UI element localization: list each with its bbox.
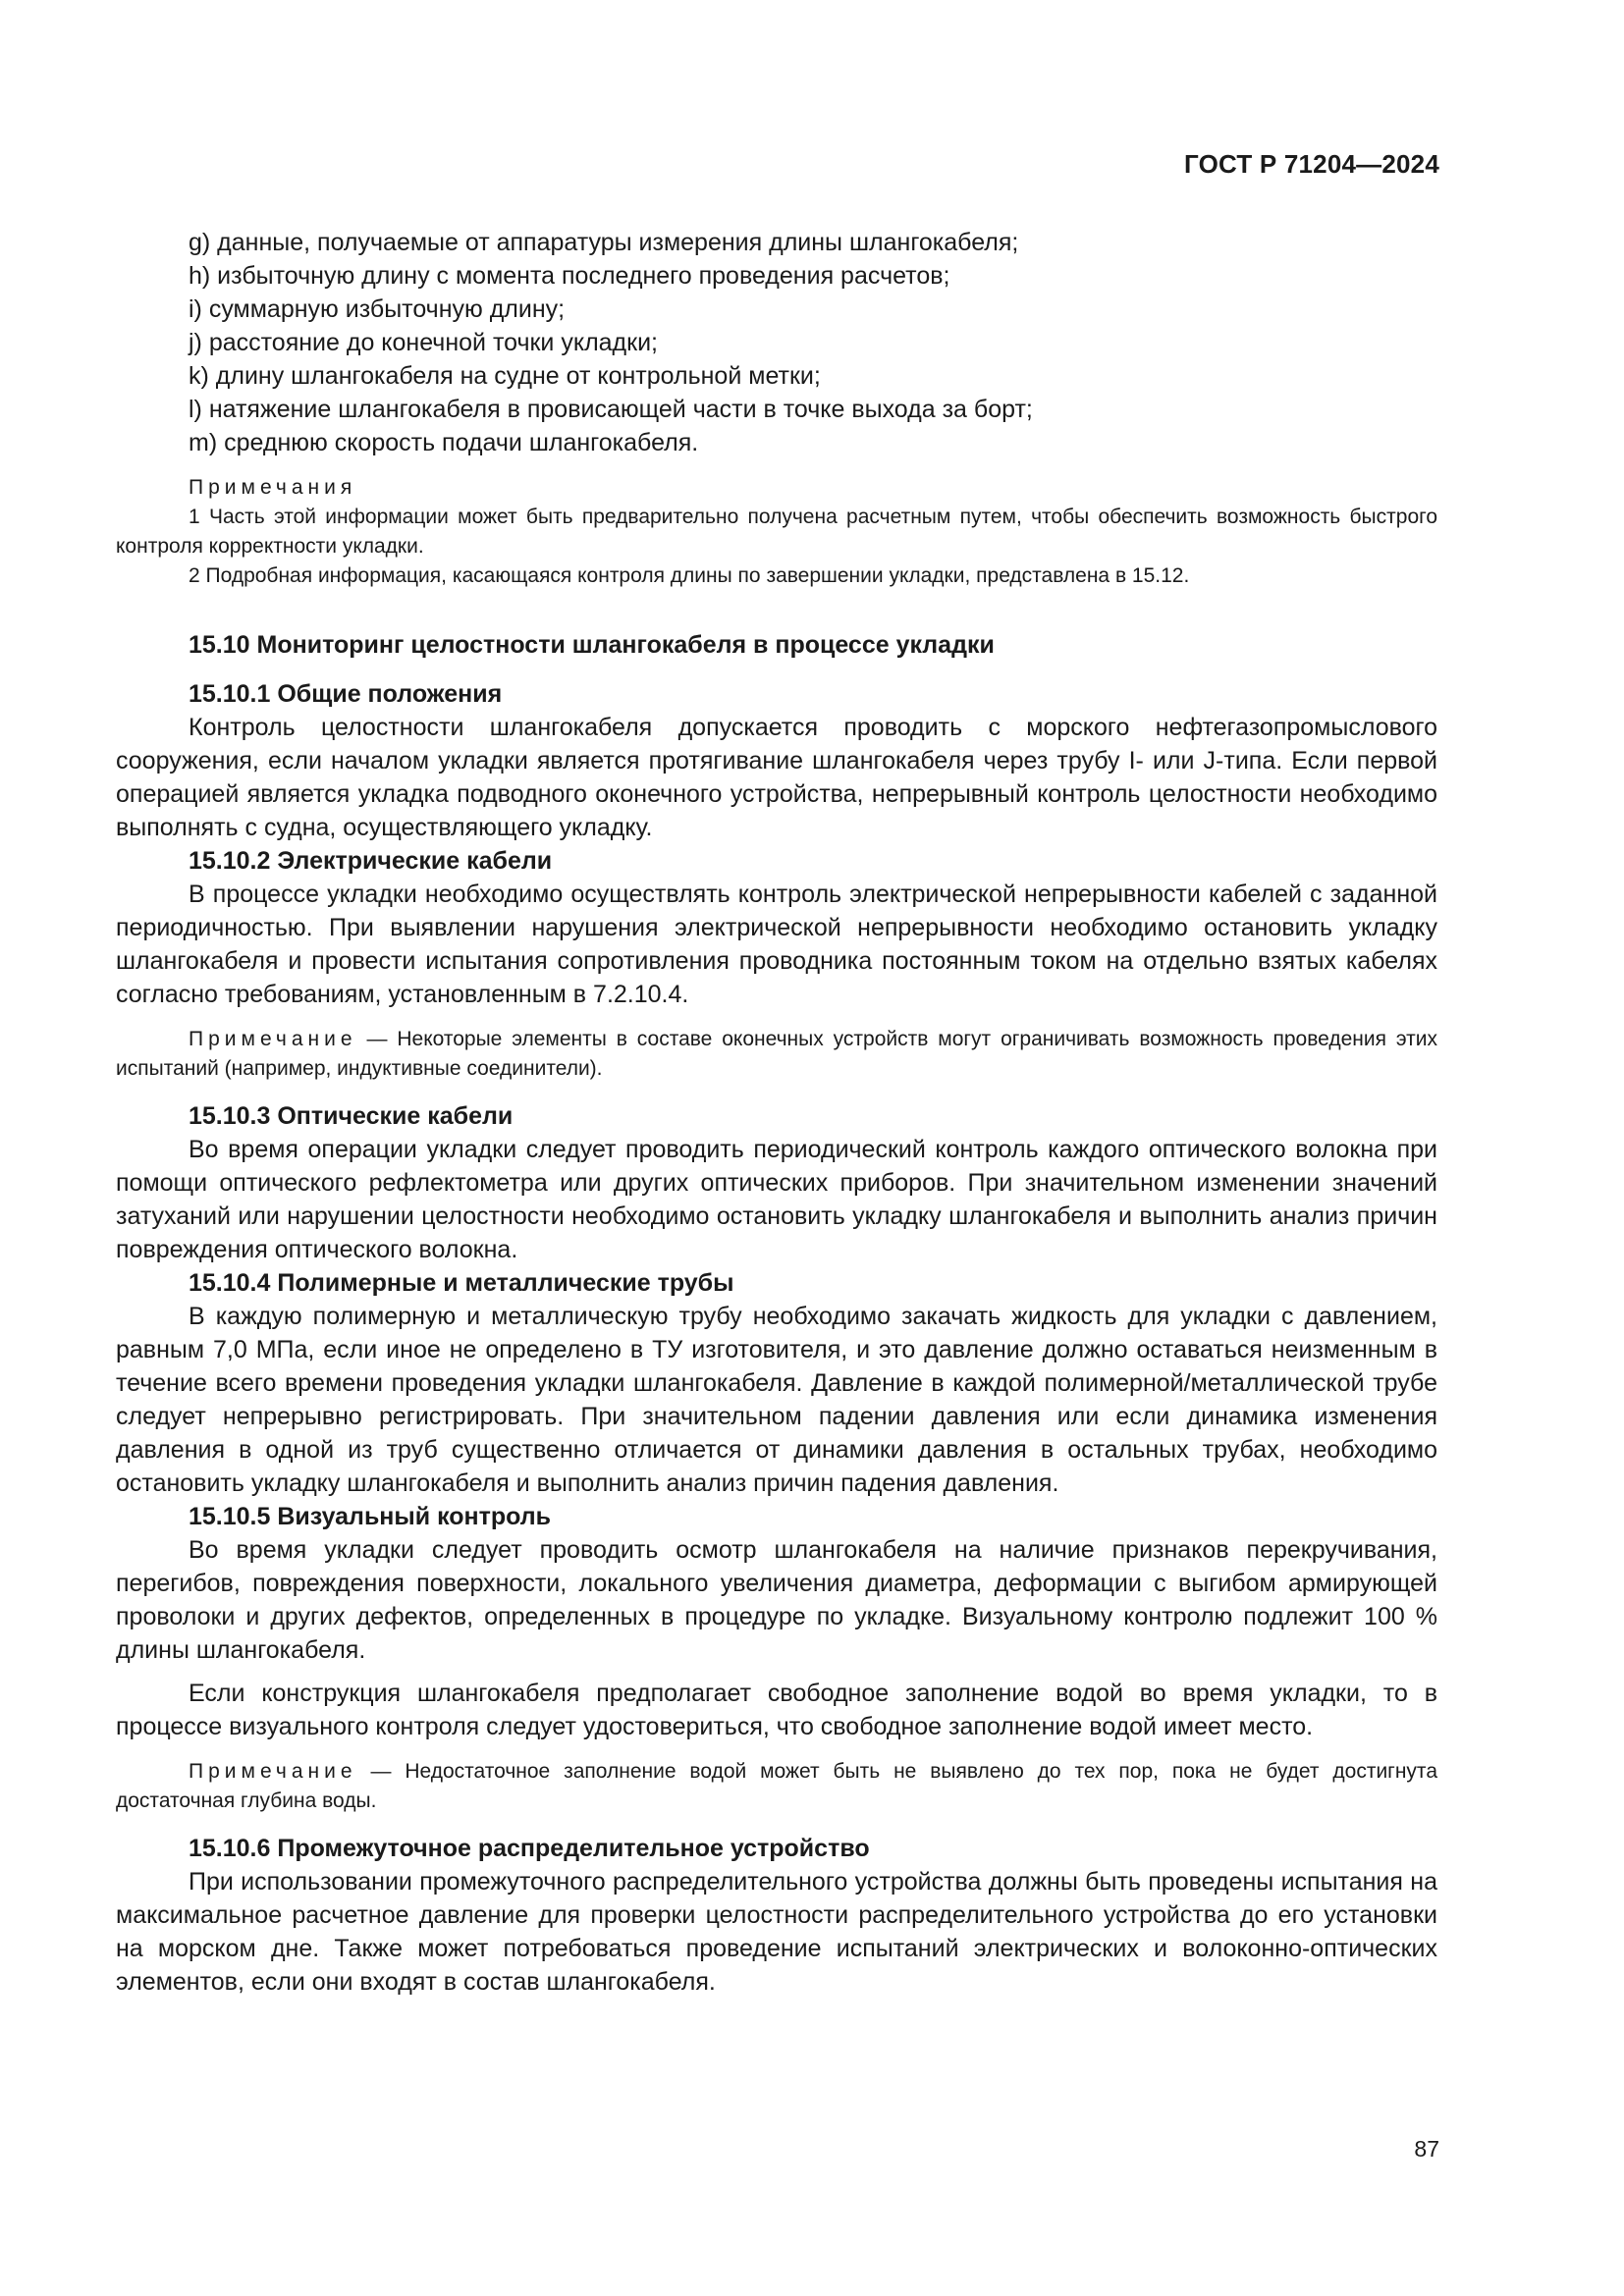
list-item: m) среднюю скорость подачи шлангокабеля.	[189, 429, 699, 456]
paragraph-optical: Во время операции укладки следует проводить периодический контроль каждого оптического волокна при помощи оптического рефлектометра или других оптических приборов. При значительном изменении значений затуханий или нарушении целостности необходимо остановить укладку шлангокабеля и выполнить анализ причин повреждения оптического волокна.	[116, 1136, 1437, 1263]
paragraph-visual-2: Если конструкция шлангокабеля предполагает свободное заполнение водой во время укладки, то в процессе визуального контроля следует удостовериться, что свободное заполнение водой имеет место.	[116, 1680, 1437, 1740]
note-1: 1 Часть этой информации может быть предварительно получена расчетным путем, чтобы обеспечить возможность быстрого контроля корректности укладки.	[116, 506, 1437, 558]
list-item: l) натяжение шлангокабеля в провисающей части в точке выхода за борт;	[189, 396, 1033, 423]
list-item: k) длину шлангокабеля на судне от контрольной метки;	[189, 362, 821, 390]
note-electric	[116, 1025, 1437, 1084]
subsection-title-visual: 15.10.5 Визуальный контроль	[189, 1503, 552, 1530]
paragraph-distribution: При использовании промежуточного распределительного устройства должны быть проведены испытания на максимальное расчетное давление для проверки целостности распределительного устройства до его установки на морском дне. Также может потребоваться проведение испытаний электрических и волоконно-оптических элементов, если они входят в состав шлангокабеля.	[116, 1868, 1437, 1996]
subsection-title-optical: 15.10.3 Оптические кабели	[189, 1102, 514, 1130]
list-item: h) избыточную длину с момента последнего проведения расчетов;	[189, 262, 950, 290]
document-body	[116, 226, 1437, 1999]
list	[116, 226, 1437, 459]
subsection-title-general: 15.10.1 Общие положения	[189, 680, 503, 708]
list-item: j) расстояние до конечной точки укладки;	[189, 329, 658, 356]
list-item: i) суммарную избыточную длину;	[189, 295, 566, 323]
list-item: g) данные, получаемые от аппаратуры измерения длины шлангокабеля;	[189, 229, 1019, 256]
note-label: Примечание	[189, 1028, 357, 1050]
page-number: 87	[1414, 2136, 1439, 2162]
paragraph-electric: В процессе укладки необходимо осуществлять контроль электрической непрерывности кабелей с заданной периодичностью. При выявлении нарушения электрической непрерывности необходимо остановить укладку шлангокабеля и провести испытания сопротивления проводника постоянным током на отдельно взятых кабелях согласно требованиям, установленным в 7.2.10.4.	[116, 881, 1437, 1008]
section-title: 15.10 Мониторинг целостности шлангокабеля в процессе укладки	[189, 631, 995, 659]
paragraph-tubes: В каждую полимерную и металлическую трубу необходимо закачать жидкость для укладки с давлением, равным 7,0 МПа, если иное не определено в ТУ изготовителя, и это давление должно оставаться неизменным в течение всего времени проведения укладки шлангокабеля. Давление в каждой полимерной/металлической трубе следует непрерывно регистрировать. При значительном падении давления или если динамика изменения давления в одной из труб существенно отличается от динамики давления в остальных трубах, необходимо остановить укладку шлангокабеля и выполнить анализ причин падения давления.	[116, 1303, 1437, 1497]
paragraph-visual-1: Во время укладки следует проводить осмотр шлангокабеля на наличие признаков перекручивания, перегибов, повреждения поверхности, локального увеличения диаметра, деформации с выгибом армирующей проволоки и других дефектов, определенных в процедуре по укладке. Визуальному контролю подлежит 100 % длины шлангокабеля.	[116, 1536, 1437, 1664]
subsection-title-distribution: 15.10.6 Промежуточное распределительное устройство	[189, 1835, 870, 1862]
note-2: 2 Подробная информация, касающаяся контроля длины по завершении укладки, представлена в 15.12.	[189, 564, 1190, 587]
subsection-title-tubes: 15.10.4 Полимерные и металлические трубы	[189, 1269, 734, 1297]
note-label: Примечание	[189, 1760, 357, 1783]
subsection-title-electric: 15.10.2 Электрические кабели	[189, 847, 553, 875]
document-header-id: ГОСТ Р 71204—2024	[1184, 149, 1439, 179]
notes-title: Примечания	[189, 476, 357, 499]
note-visual	[116, 1757, 1437, 1816]
note-text: — Некоторые элементы в составе оконечных устройств могут ограничивать возможность проведения этих испытаний (например, индуктивные соединители).	[116, 1028, 1437, 1080]
note-text: — Недостаточное заполнение водой может быть не выявлено до тех пор, пока не будет достигнута достаточная глубина воды.	[116, 1760, 1437, 1812]
paragraph-general: Контроль целостности шлангокабеля допускается проводить с морского нефтегазопромыслового сооружения, если началом укладки является протягивание шлангокабеля через трубу I- или J-типа. Если первой операцией является укладка подводного оконечного устройства, непрерывный контроль целостности необходимо выполнять с судна, осуществляющего укладку.	[116, 714, 1437, 841]
